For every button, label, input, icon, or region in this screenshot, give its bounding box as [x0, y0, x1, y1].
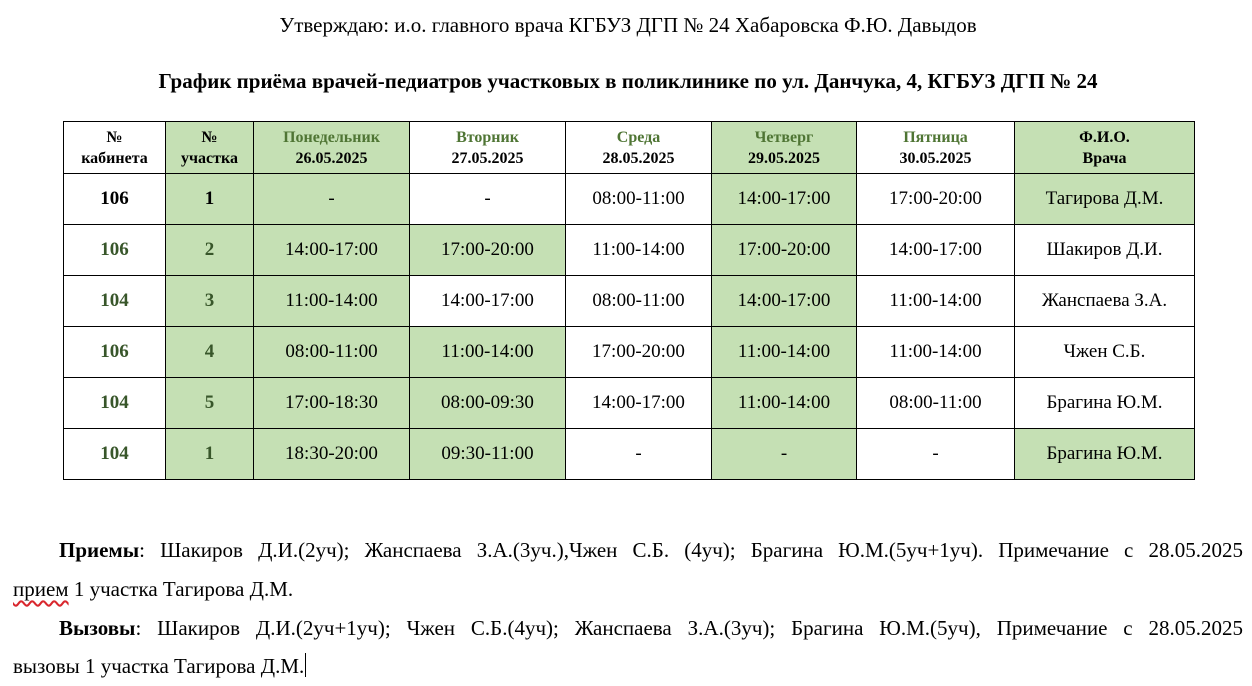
- approval-line: Утверждаю: и.о. главного врача КГБУЗ ДГП № 24 Хабаровска Ф.Ю. Давыдов: [279, 13, 977, 37]
- table-row: [64, 378, 1195, 429]
- cell-room: 104: [64, 276, 166, 327]
- cell-tuesday: 08:00-09:30: [410, 378, 566, 429]
- cell-thursday: 17:00-20:00: [712, 225, 857, 276]
- cell-area: 4: [166, 327, 254, 378]
- document-title: График приёма врачей-педиатров участковых в поликлинике по ул. Данчука, 4, КГБУЗ ДГП № 24: [158, 69, 1098, 93]
- cell-monday: 14:00-17:00: [254, 225, 410, 276]
- cell-doctor: Тагирова Д.М.: [1015, 174, 1195, 225]
- cell-room: 104: [64, 378, 166, 429]
- cell-wednesday: 08:00-11:00: [566, 174, 712, 225]
- cell-area: 1: [166, 174, 254, 225]
- cell-wednesday: 11:00-14:00: [566, 225, 712, 276]
- cell-wednesday: -: [566, 429, 712, 480]
- receptions-text-continued: 1 участка Тагирова Д.М.: [68, 577, 294, 601]
- cell-area: 3: [166, 276, 254, 327]
- header-thursday: Четверг 29.05.2025: [712, 122, 857, 174]
- cell-tuesday: 14:00-17:00: [410, 276, 566, 327]
- calls-text-continued: вызовы 1 участка Тагирова Д.М.: [13, 654, 305, 678]
- cell-friday: -: [857, 429, 1015, 480]
- header-doctor: Ф.И.О. Врача: [1015, 122, 1195, 174]
- cell-doctor: Жанспаева З.А.: [1015, 276, 1195, 327]
- cell-doctor: Шакиров Д.И.: [1015, 225, 1195, 276]
- header-monday: Понедельник 26.05.2025: [254, 122, 410, 174]
- calls-label: Вызовы: [59, 616, 136, 640]
- header-room: № кабинета: [64, 122, 166, 174]
- schedule-table: [63, 121, 1195, 480]
- cell-area: 2: [166, 225, 254, 276]
- calls-text: : Шакиров Д.И.(2уч+1уч); Чжен С.Б.(4уч); Жанспаева З.А.(3уч); Брагина Ю.М.(5уч), Примечание с 28.05.2025: [135, 616, 1243, 640]
- cell-monday: 17:00-18:30: [254, 378, 410, 429]
- cell-friday: 08:00-11:00: [857, 378, 1015, 429]
- spellcheck-word[interactable]: прием: [13, 577, 69, 601]
- cell-room: 104: [64, 429, 166, 480]
- cell-room: 106: [64, 174, 166, 225]
- cell-wednesday: 14:00-17:00: [566, 378, 712, 429]
- cell-monday: 11:00-14:00: [254, 276, 410, 327]
- header-friday: Пятница 30.05.2025: [857, 122, 1015, 174]
- cell-friday: 14:00-17:00: [857, 225, 1015, 276]
- calls-note: [13, 615, 1243, 641]
- cell-tuesday: 17:00-20:00: [410, 225, 566, 276]
- cell-thursday: -: [712, 429, 857, 480]
- cell-room: 106: [64, 225, 166, 276]
- cell-thursday: 11:00-14:00: [712, 378, 857, 429]
- cell-thursday: 14:00-17:00: [712, 174, 857, 225]
- table-header-row: [64, 122, 1195, 174]
- cell-wednesday: 17:00-20:00: [566, 327, 712, 378]
- cell-tuesday: 11:00-14:00: [410, 327, 566, 378]
- cell-thursday: 14:00-17:00: [712, 276, 857, 327]
- receptions-note-continued: [13, 576, 1243, 602]
- cell-monday: 18:30-20:00: [254, 429, 410, 480]
- cell-area: 1: [166, 429, 254, 480]
- cell-thursday: 11:00-14:00: [712, 327, 857, 378]
- cell-monday: 08:00-11:00: [254, 327, 410, 378]
- cell-area: 5: [166, 378, 254, 429]
- cell-tuesday: -: [410, 174, 566, 225]
- table-row: [64, 327, 1195, 378]
- cell-friday: 11:00-14:00: [857, 327, 1015, 378]
- cell-wednesday: 08:00-11:00: [566, 276, 712, 327]
- cell-tuesday: 09:30-11:00: [410, 429, 566, 480]
- cell-room: 106: [64, 327, 166, 378]
- cell-doctor: Чжен С.Б.: [1015, 327, 1195, 378]
- table-row: [64, 225, 1195, 276]
- text-cursor: [305, 653, 306, 677]
- receptions-text: : Шакиров Д.И.(2уч); Жанспаева З.А.(3уч.),Чжен С.Б. (4уч); Брагина Ю.М.(5уч+1уч). Примечание с 28.05.2025: [139, 538, 1243, 562]
- cell-friday: 17:00-20:00: [857, 174, 1015, 225]
- table-row: [64, 429, 1195, 480]
- header-tuesday: Вторник 27.05.2025: [410, 122, 566, 174]
- header-area: № участка: [166, 122, 254, 174]
- table-row: [64, 276, 1195, 327]
- receptions-note: [13, 537, 1243, 563]
- cell-doctor: Брагина Ю.М.: [1015, 429, 1195, 480]
- cell-doctor: Брагина Ю.М.: [1015, 378, 1195, 429]
- receptions-label: Приемы: [59, 538, 140, 562]
- table-row: [64, 174, 1195, 225]
- calls-note-continued: [13, 653, 1243, 679]
- cell-monday: -: [254, 174, 410, 225]
- cell-friday: 11:00-14:00: [857, 276, 1015, 327]
- header-wednesday: Среда 28.05.2025: [566, 122, 712, 174]
